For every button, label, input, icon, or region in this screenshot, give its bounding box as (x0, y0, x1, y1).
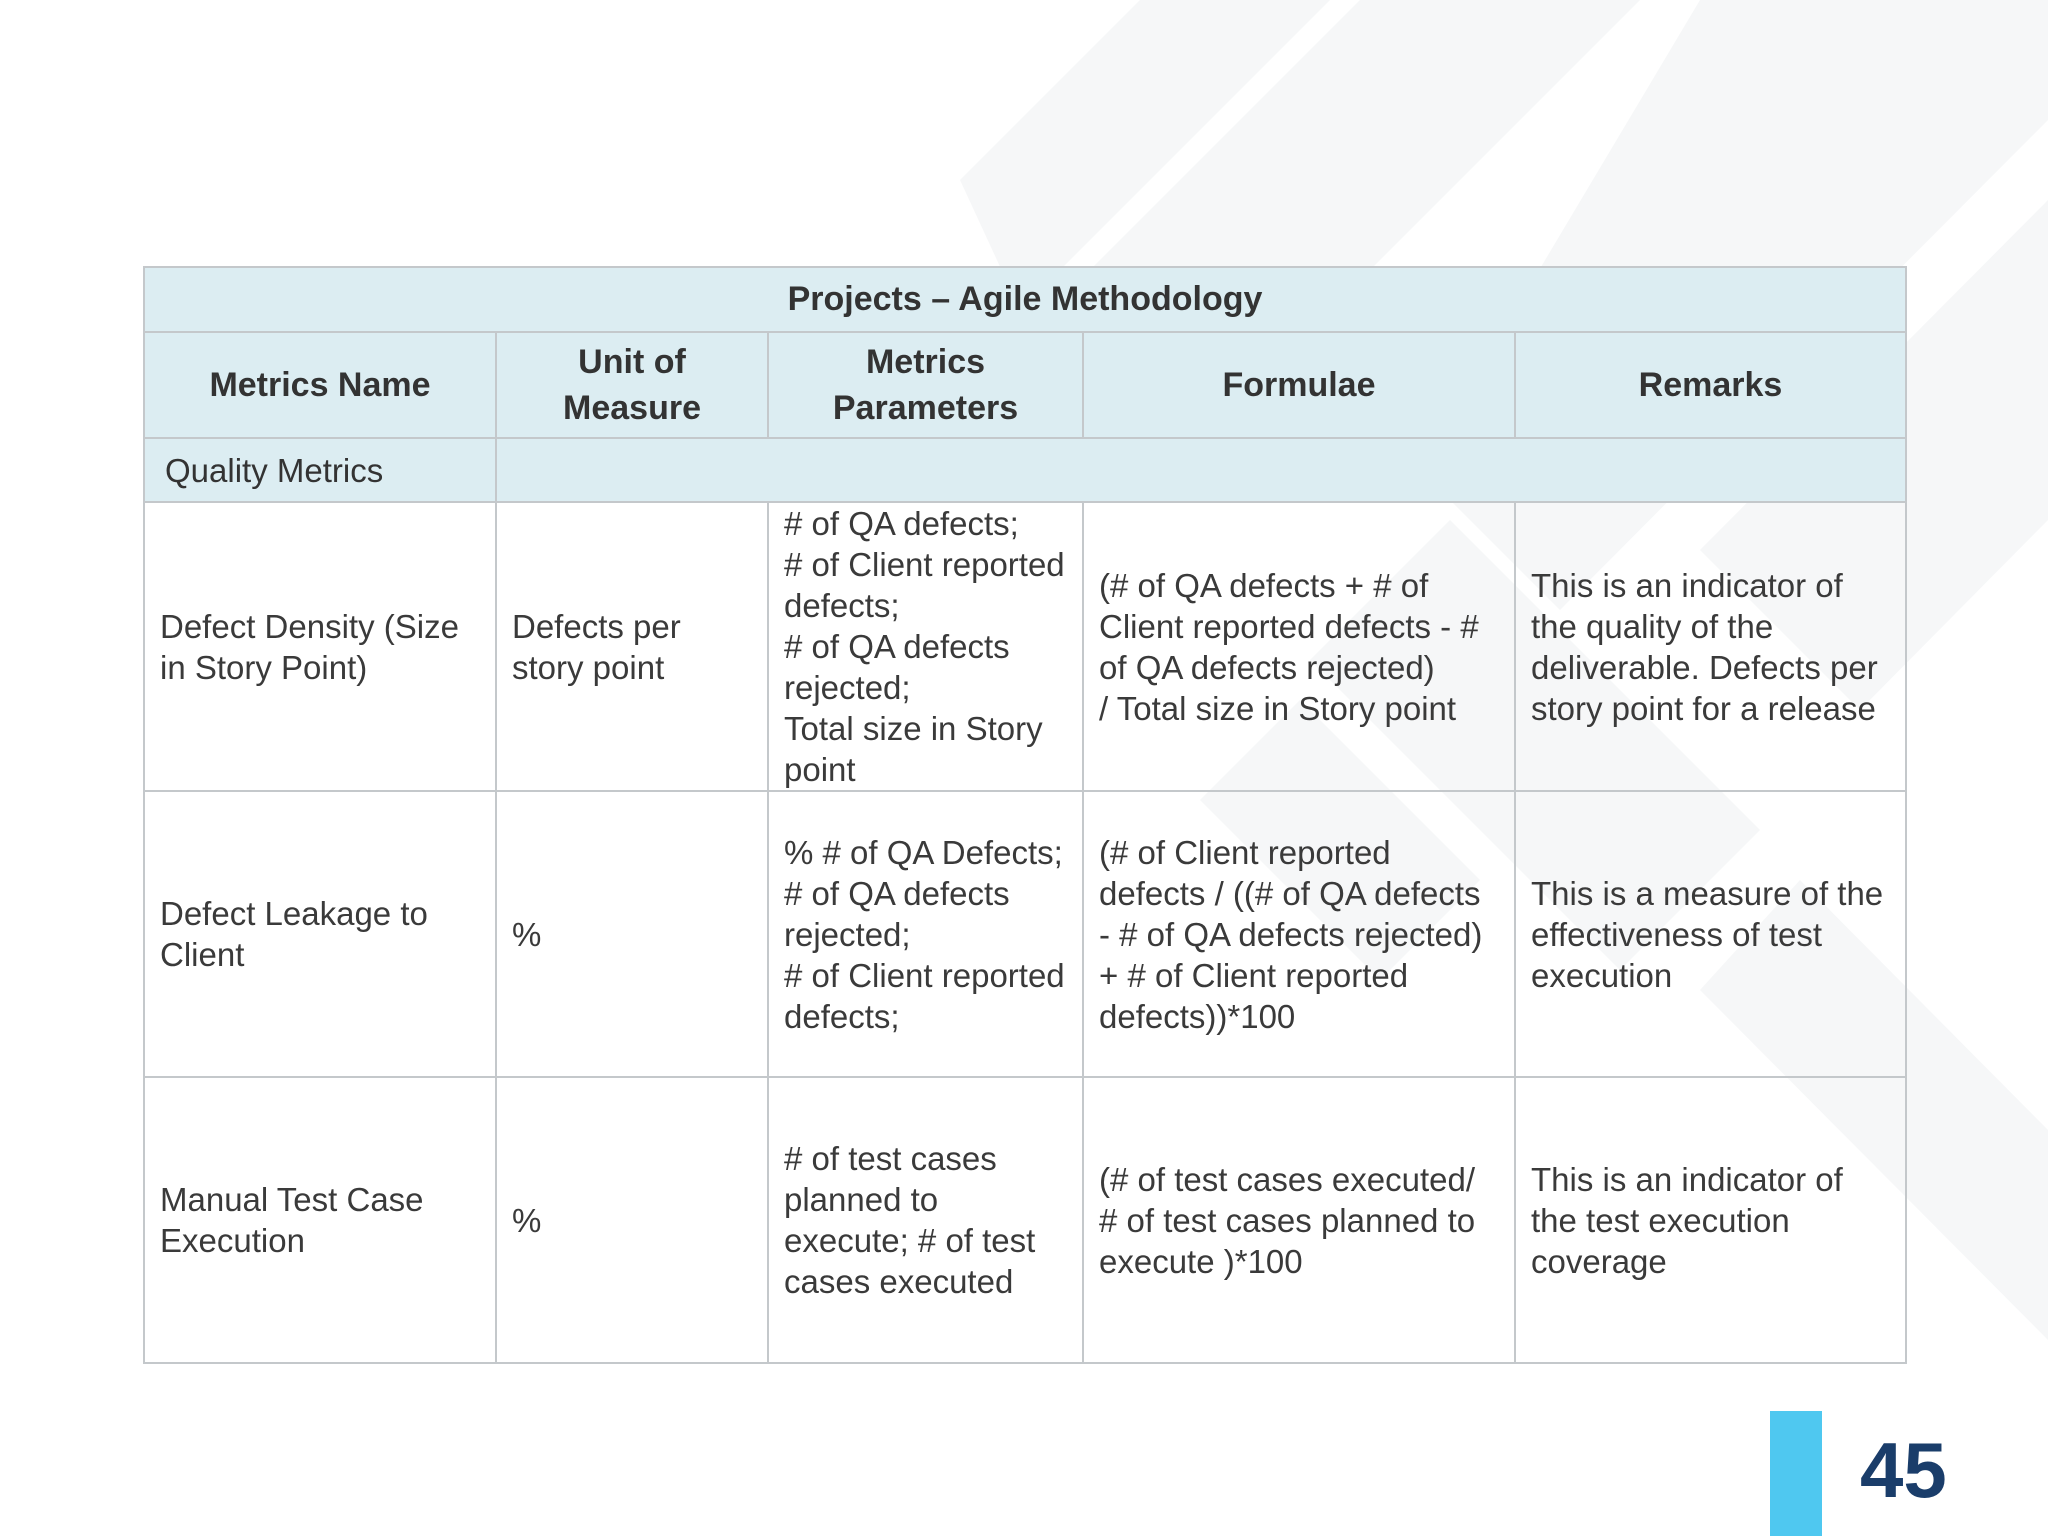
table-row (144, 1077, 1906, 1363)
metric-name: Defect Leakage to Client (144, 791, 496, 1077)
metric-formula: (# of Client reported defects / ((# of QA defects - # of QA defects rejected) + # of Client reported defects))*100 (1083, 791, 1515, 1077)
header-unit-of-measure: Unit of Measure (496, 332, 768, 438)
header-remarks: Remarks (1515, 332, 1906, 438)
metric-remarks: This is a measure of the effectiveness of test execution (1515, 791, 1906, 1077)
metric-unit: % (496, 791, 768, 1077)
metric-unit: Defects per story point (496, 502, 768, 791)
table-title-row (144, 267, 1906, 332)
page-number: 45 (1860, 1426, 1947, 1514)
metric-name: Defect Density (Size in Story Point) (144, 502, 496, 791)
table-header-row (144, 332, 1906, 438)
metric-parameters: # of QA defects; # of Client reported defects; # of QA defects rejected; Total size in Story point (768, 502, 1083, 791)
metric-formula: (# of test cases executed/ # of test cases planned to execute )*100 (1083, 1077, 1515, 1363)
metric-remarks: This is an indicator of the quality of the deliverable. Defects per story point for a release (1515, 502, 1906, 791)
header-formulae: Formulae (1083, 332, 1515, 438)
metric-unit: % (496, 1077, 768, 1363)
metric-remarks: This is an indicator of the test execution coverage (1515, 1077, 1906, 1363)
section-filler (496, 438, 1906, 502)
table-row (144, 791, 1906, 1077)
table-row (144, 502, 1906, 791)
metric-parameters: % # of QA Defects; # of QA defects rejected; # of Client reported defects; (768, 791, 1083, 1077)
header-metrics-name: Metrics Name (144, 332, 496, 438)
metric-formula: (# of QA defects + # of Client reported defects - # of QA defects rejected) / Total size in Story point (1083, 502, 1515, 791)
agile-metrics-table (143, 266, 1907, 1364)
table-title: Projects – Agile Methodology (144, 267, 1906, 332)
metric-name: Manual Test Case Execution (144, 1077, 496, 1363)
metric-parameters: # of test cases planned to execute; # of test cases executed (768, 1077, 1083, 1363)
header-metrics-parameters: Metrics Parameters (768, 332, 1083, 438)
section-label: Quality Metrics (144, 438, 496, 502)
page-accent-bar (1770, 1411, 1822, 1536)
section-row (144, 438, 1906, 502)
